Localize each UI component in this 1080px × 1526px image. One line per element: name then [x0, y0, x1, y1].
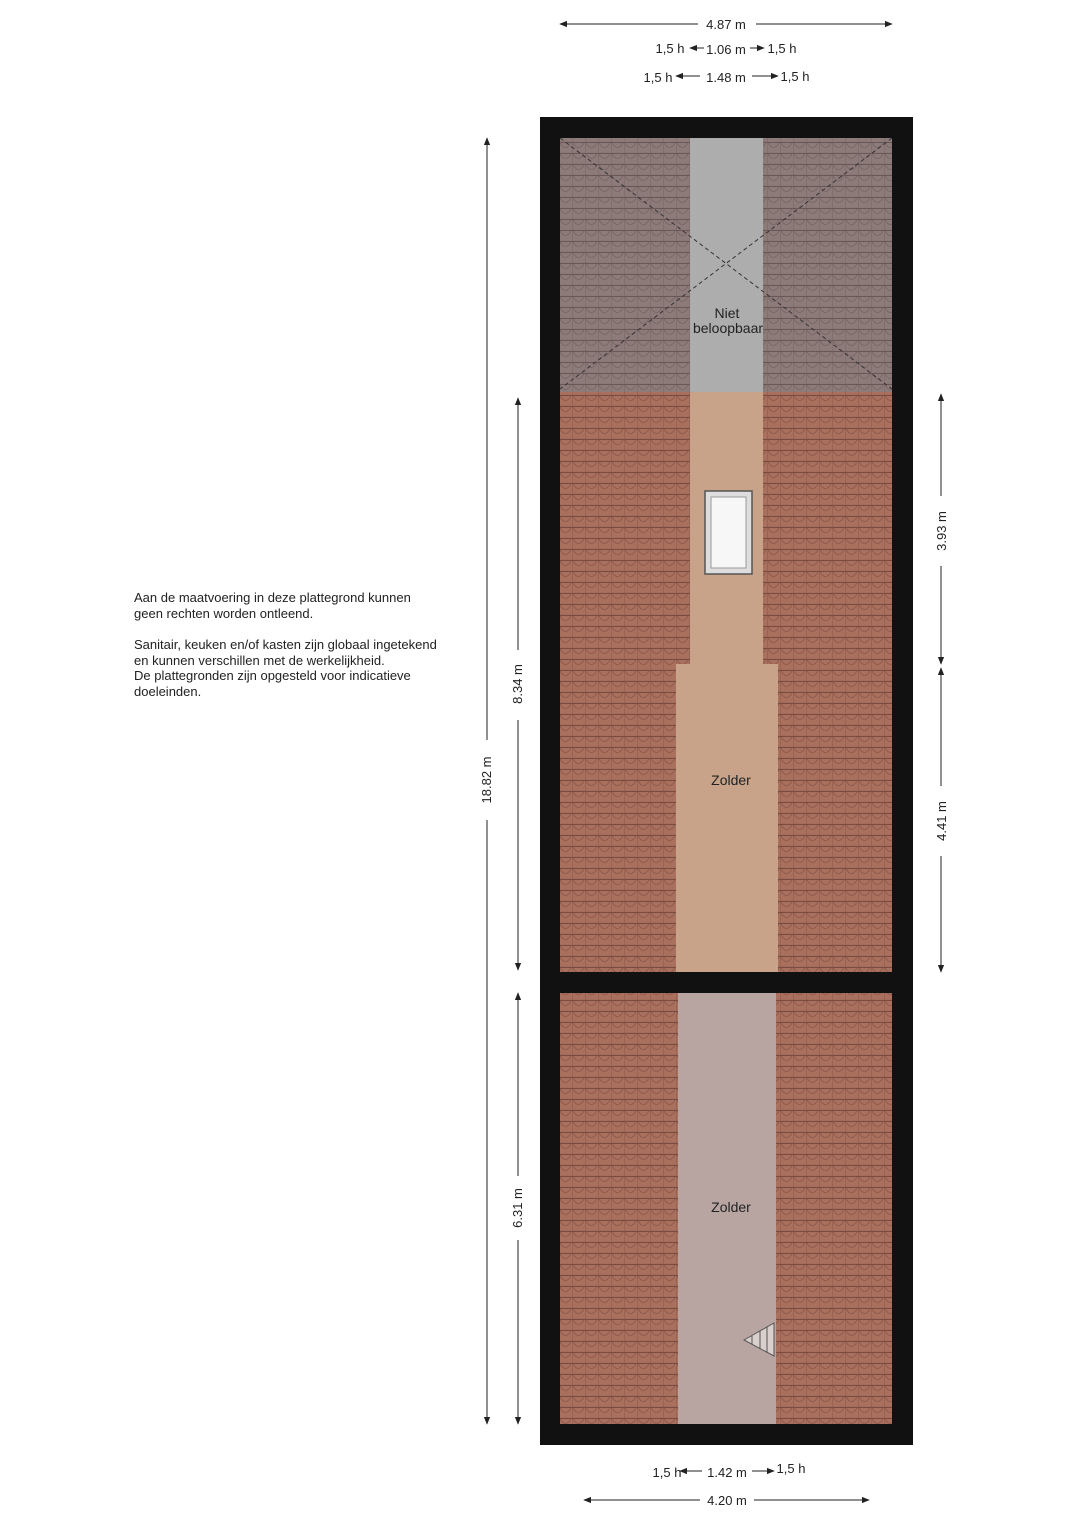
- dim-bottom-inner: [653, 1461, 806, 1480]
- svg-text:6.31 m: 6.31 m: [510, 1188, 525, 1228]
- not-walkable-floor: [690, 138, 763, 392]
- svg-text:4.20 m: 4.20 m: [707, 1493, 747, 1508]
- svg-text:3.93 m: 3.93 m: [934, 511, 949, 551]
- floor-upper-wide: [676, 664, 778, 972]
- disclaimer-paragraph-2: Sanitair, keuken en/of kasten zijn globaal ingetekend en kunnen verschillen met de werkelijkheid. De plattegronden zijn opgesteld voor indicatieve doeleinden.: [134, 637, 437, 699]
- disclaimer-paragraph-1: Aan de maatvoering in deze plattegrond kunnen geen rechten worden ontleend.: [134, 590, 411, 621]
- svg-text:1,5 h: 1,5 h: [780, 69, 810, 84]
- dim-left-lower: [510, 993, 525, 1424]
- svg-text:1.48 m: 1.48 m: [706, 70, 746, 85]
- dim-top-inner: [656, 41, 797, 57]
- label-attic-upper: Zolder: [711, 772, 751, 788]
- svg-text:1.42 m: 1.42 m: [707, 1465, 747, 1480]
- dim-top-width: [560, 17, 892, 32]
- dim-right-lower: [934, 668, 949, 972]
- svg-text:4.41 m: 4.41 m: [934, 801, 949, 841]
- svg-text:1,5 h: 1,5 h: [643, 70, 673, 85]
- dim-bottom-width: [584, 1493, 869, 1508]
- disclaimer-note: [134, 590, 494, 715]
- dim-left-upper: [510, 398, 525, 970]
- svg-text:8.34 m: 8.34 m: [510, 664, 525, 704]
- dim-total-height: [479, 138, 494, 1424]
- label-not-walkable-1: Niet: [714, 305, 740, 321]
- svg-text:1,5 h: 1,5 h: [652, 1465, 682, 1480]
- svg-text:1,5 h: 1,5 h: [776, 1461, 806, 1476]
- svg-text:4.87 m: 4.87 m: [706, 17, 746, 32]
- dim-right-upper: [934, 394, 949, 664]
- svg-text:18.82 m: 18.82 m: [479, 756, 494, 804]
- label-not-walkable-2: beloopbaar: [692, 320, 764, 336]
- skylight-glass: [711, 497, 746, 568]
- label-attic-lower: Zolder: [711, 1199, 751, 1215]
- svg-text:1,5 h: 1,5 h: [655, 41, 685, 56]
- svg-text:1.06 m: 1.06 m: [706, 42, 746, 57]
- dim-top-mid: [644, 69, 810, 85]
- svg-text:1,5 h: 1,5 h: [767, 41, 797, 56]
